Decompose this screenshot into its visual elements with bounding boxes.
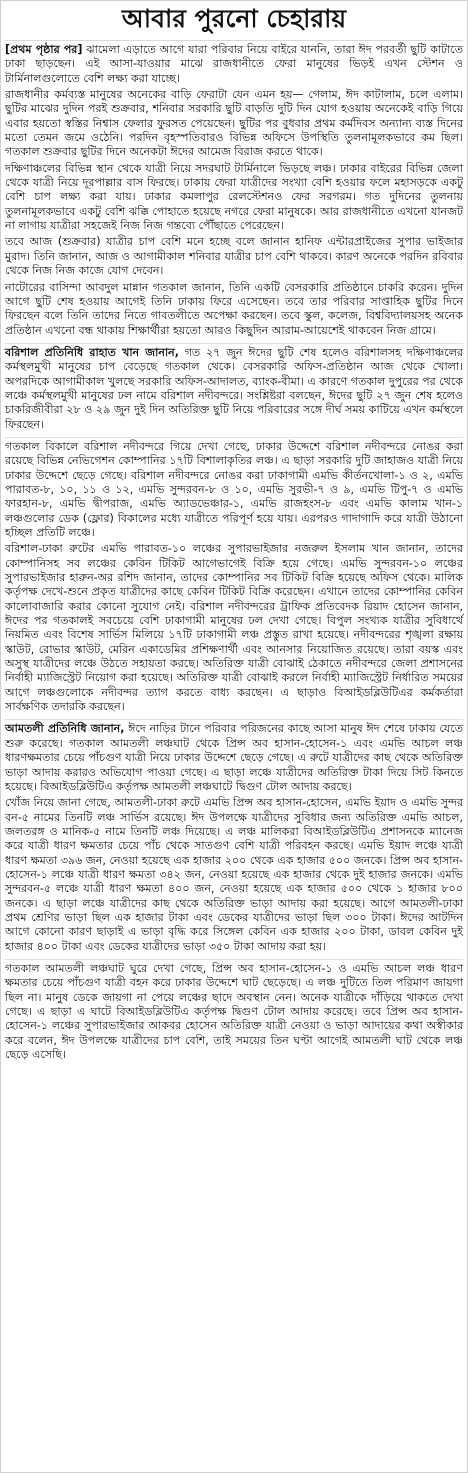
paragraph-text: বরিশাল-ঢাকা রুটের এমভি পারাবত-১০ লঞ্চের সুপারভাইজার নজরুল ইসলাম খান জানান, তাদের কোম্পানিসহ সব লঞ্চের কেবিন টিকিট আগেভাগেই বিক্রি হয়ে গেছে। এমভি সুন্দরবন-১০ লঞ্চের সুপারভাইজার হারুন-অর রশিদ জানান, তাদের কোম্পানির সব টিকিট বিক্রি হয়েছে অফিস থেকে। মালিক কর্তৃপক্ষ দেখে-শুনে প্রকৃত যাত্রীদের কাছে কেবিন টিকিট বিক্রি করেছেন। এখানে তাদের কোম্পানির কেবিন কালোবাজারি করার কোনো সুযোগ নেই। বরিশাল নদীবন্দরের ট্রাফিক প্রতিবেদক রিয়াদ হোসেন জানান, ঈদের পর গতকালই সবচেয়ে বেশি ঢাকাগামী মানুষের ঢল দেখা গেছে। বিপুল সংখ্যক যাত্রীর সুবিধার্থে নিয়মিত এবং বিশেষ সার্ভিস মিলিয়ে ১৭টি ঢাকাগামী লঞ্চ প্রস্তুত রাখা হয়েছে। নদীবন্দরের শৃঙ্খলা রক্ষায় স্কাউট, রোভার স্কাউট, মেরিন একাডেমির প্রশিক্ষণার্থী এবং আনসার নিয়োজিত রয়েছে। তারা বয়স্ক এবং অসুস্থ যাত্রীদের লঞ্চে উঠতে সহায়তা করছে। অতিরিক্ত যাত্রী বোঝাই ঠেকাতে নদীবন্দরে জেলা প্রশাসনের নির্বাহী ম্যাজিস্ট্রেট নিয়োগ করা হয়েছে। অতিরিক্ত যাত্রী বোঝাই করলে নির্বাহী ম্যাজিস্ট্রেট নির্ধারিত সময়ের আগে লঞ্চগুলোকে নদীবন্দর ত্যাগ করতে বাধ্য করছেন। এ ছাড়াও বিআইডব্লিউটিএর কর্মকর্তারা সার্বক্ষণিক তদারকি করছেন। [5, 542, 463, 714]
article-paragraph [5, 88, 463, 160]
article-paragraph [5, 162, 463, 234]
paragraph-text: রাজধানীর কর্মব্যস্ত মানুষের অনেকের বাড়ি ফেরাটা যেন এমন হয়— গেলাম, ঈদ কাটালাম, চলে এলাম। ছুটির মাঝের দুদিন পরই শুক্রবার, শনিবার সরকারি ছুটি বাড়তি দুটি দিন যোগ হওয়ায় অনেকেই বাড়ি গিয়ে এবার হয়তো স্বস্তির নিশ্বাস ফেলার ফুরসত পেয়েছেন। ছুটির পর বুধবার প্রথম কর্মদিবস অন্যান্য ব্যস্ত দিনের মতো তেমন জমে ওঠেনি। পরদিন বৃহস্পতিবারও বিভিন্ন অফিসে উপস্থিতি তুলনামূলকভাবে কম ছিল। গতকাল শুক্রবার ছুটির দিনে অনেকটা ঈদের আমেজ বিরাজ করতে থাকে। [5, 88, 463, 159]
paragraph-text: ঝামেলা এড়াতে আগে যারা পরিবার নিয়ে বাইরে যাননি, তারা ঈদ পরবর্তী ছুটি কাটাতে ঢাকা ছাড়ছেন। এই আসা-যাওয়ার মাঝে রাজধানীতে ফেরা মানুষের ভিড়ই এখন স্টেশন ও টার্মিনালগুলোতে বেশি লক্ষ্য করা যাচ্ছে। [5, 43, 463, 85]
paragraph-text: গতকাল আমতলী লঞ্চঘাট ঘুরে দেখা গেছে, প্রিন্স অব হাসান-হোসেন-১ ও এমভি আচল লঞ্চ ধারণ ক্ষমতার চেয়ে পাঁচগুণ যাত্রী বহন করে ঢাকার উদ্দেশে ঘাট ছেড়েছে। এ লঞ্চ দুটিতে তিল পরিমাণ জায়গা ছিল না। মানুষ ডেকে জায়গা না পেয়ে লঞ্চের ছাদে অবস্থান নেন। অনেক যাত্রীকে দাঁড়িয়ে থাকতে দেখা গেছে। এ ছাড়া এ ঘাটে বিআইডব্লিউটিএ কর্তৃপক্ষ দ্বিগুণ টোল আদায় করেছে। তবে প্রিন্স অব হাসান-হোসেন-১ লঞ্চের সুপারভাইজার আকবর হোসেন অতিরিক্ত যাত্রী নেওয়া ও ভাড়া আদায়ের কথা অস্বীকার করে বলেন, ঈদ উপলক্ষে যাত্রীদের চাপ বেশি, তাই সময়ের তিন ঘণ্টা আগেই আমতলী ঘাট থেকে লঞ্চ ছেড়ে এসেছি। [5, 961, 463, 1062]
continuation-label: [প্রথম পৃষ্ঠার পর] [5, 43, 83, 56]
article-paragraph [5, 281, 463, 338]
article-paragraph [5, 437, 463, 540]
article-paragraph [5, 796, 463, 954]
paragraph-lead-in: বরিশাল প্রতিনিধি রাহাত খান জানান, [5, 345, 179, 359]
paragraph-text: ঈদে নাড়ির টানে পরিবার পরিজনের কাছে আসা মানুষ ঈদ শেষে ঢাকায় যেতে শুরু করেছে। গতকাল আমতলী লঞ্চঘাট থেকে প্রিন্স অব হাসান-হোসেন-১ এবং এমভি আচল লঞ্চ ধারণক্ষমতার চেয়ে পাঁচগুণ যাত্রী নিয়ে ঢাকার উদ্দেশে ছেড়ে গেছে। এ রুটে যাত্রীদের কাছ থেকে অতিরিক্ত ভাড়া আদায় করারও অভিযোগ পাওয়া গেছে। এ ছাড়া লঞ্চে যাত্রীদের অতিরিক্ত টাকা দিয়ে সিট কিনতে হয়েছে। বিআইডব্লিউটিএ কর্তৃপক্ষ আমতলী লঞ্চঘাটে দ্বিগুণ টোল আদায় করছে। [5, 722, 463, 793]
paragraph-text: গত ২৭ জুন ঈদের ছুটি শেষ হলেও বরিশালসহ দক্ষিণাঞ্চলের কর্মস্থলমুখী মানুষের চাপ বেড়েছে গতকাল থেকে। বেসরকারি অফিস-প্রতিষ্ঠান আজ থেকে খোলা। অপরদিকে আগামীকাল খুলছে সরকারি অফিস-আদালত, ব্যাংক-বীমা। এ কারণে গতকাল দুপুরের পর থেকে লঞ্চে কর্মস্থলমুখী মানুষের ঢল নামে বরিশাল নদীবন্দরে। সংশ্লিষ্টরা বলছেন, ঈদের ছুটি ২৭ জুন শেষ হলেও চাকরিজীবীরা ২৮ ও ২৯ জুন দুই দিন অতিরিক্ত ছুটি নিয়ে পরিবারের সঙ্গে দীর্ঘ সময় কাটিয়ে এখন কর্মস্থলে ফিরছেন। [5, 345, 463, 431]
paragraph-text: গতকাল বিকালে বরিশাল নদীবন্দরে গিয়ে দেখা গেছে, ঢাকার উদ্দেশে বরিশাল নদীবন্দরে নোঙর করা রয়েছে বিভিন্ন নেভিগেশন কোম্পানির ১৭টি বিশালাকৃতির লঞ্চ। এ ছাড়া সরকারি দুটি জাহাজও যাত্রী নিয়ে ঢাকার উদ্দেশে ছেড়ে গেছে। বরিশাল নদীবন্দরে নোঙর করা ঢাকাগামী এমভি কীর্তনখোলা-১ ও ২, এমভি পারাবত-৮, ১০, ১১ ও ১২, এমভি সুন্দরবন-৮ ও ১০, এমভি সুরভী-৭ ও ৯, এমভি টিপু-৭ ও এমভি ফারহান-৮, এমভি দ্বীপরাজ, এমভি অ্যাডভেঞ্চার-১, এমভি রাজহংস-৮ এবং এমভি কালাম খান-১ লঞ্চগুলোর ডেক (ফ্লোর) বিকালের মধ্যে যাত্রীতে পরিপূর্ণ হয়ে যায়। এরপরও গাদাগাদি করে যাত্রী উঠানো হচ্ছিল প্রতিটি লঞ্চে। [5, 439, 463, 539]
article-headline: আবার পুরনো চেহারায় [5, 1, 463, 41]
paragraph-text: নাটোরের বাসিন্দা আবদুল মান্নান গতকাল জানান, তিনি একটি বেসরকারি প্রতিষ্ঠানে চাকরি করেন। দুদিন আগে ছুটি শেষ হওয়ায় আগেই তিনি ঢাকায় ফিরে এসেছেন। তবে তার পরিবার সাপ্তাহিক ছুটির দিনে ফিরছেন বলে তিনি তাদের নিতে গাবতলীতে অপেক্ষা করছেন। তবে স্কুল, কলেজ, বিশ্ববিদ্যালয়সহ অনেক প্রতিষ্ঠান এখনো বন্ধ থাকায় শিক্ষার্থীরা হয়তো আরও কিছুদিন আরাম-আয়েশেই থাকবেন নিজ গ্রামে। [5, 280, 463, 337]
article-body [5, 43, 463, 1062]
article-paragraph [5, 959, 463, 1062]
article-paragraph [5, 719, 463, 794]
paragraph-text: খোঁজ নিয়ে জানা গেছে, আমতলী-ঢাকা রুটে এমভি প্রিন্স অব হাসান-হোসেন, এমভি ইয়াদ ও এমভি সুন্দর বন-৫ নামের তিনটি লঞ্চ সার্ভিস রয়েছে। ঈদ উপলক্ষে যাত্রীদের সুবিধার জন্য অতিরিক্ত এমভি আচল, জলতরঙ্গ ও মানিক-৫ নামে তিনটি লঞ্চ দিয়েছে। এ লঞ্চ মালিকরা বিআইডব্লিউটিএ প্রশাসনকে ম্যানেজ করে যাত্রী ধারণ ক্ষমতার চেয়ে পাঁচ থেকে সাতগুণ বেশি যাত্রী পরিবহন করছে। এমভি ইয়াদ লঞ্চে যাত্রী ধারণ ক্ষমতা ৩৯৬ জন, নেওয়া হয়েছে এক হাজার ২০০ থেকে এক হাজার ৫০০ জনকে। প্রিন্স অব হাসান-হোসেন-১ লঞ্চে যাত্রী ধারণ ক্ষমতা ৩৪২ জন, নেওয়া হয়েছে এক হাজার থেকে দুই হাজার জনকে। এমভি সুন্দরবন-৫ লঞ্চে যাত্রী ধারণ ক্ষমতা ৪০০ জন, নেওয়া হয়েছে এক হাজার ৫০০ থেকে ১ হাজার ৮০০ জনকে। এ ছাড়া লঞ্চে যাত্রীদের কাছ থেকে অতিরিক্ত ভাড়া আদায় করা হয়েছে। আগে আমতলী-ঢাকা প্রথম শ্রেণির ভাড়া ছিল এক হাজার টাকা এবং ডেকের যাত্রীদের ভাড়া ছিল ৩০০ টাকা। ঈদের আটদিন আগে কোনো কারণ ছাড়াই এ ভাড়া বৃদ্ধি করে সিঙ্গেল কেবিন এক হাজার ২০০ টাকা, ডাবল কেবিন দুই হাজার ৪০০ টাকা এবং ডেকের যাত্রীদের ভাড়া ৩৫০ টাকা আদায় করা হয়। [5, 796, 463, 953]
paragraph-lead-in: আমতলী প্রতিনিধি জানান, [5, 722, 125, 736]
paragraph-text: দক্ষিণাঞ্চলের বিভিন্ন স্থান থেকে যাত্রী নিয়ে সদরঘাট টার্মিনালে ভিড়ছে লঞ্চ। ঢাকার বাইরের বিভিন্ন জেলা থেকে যাত্রী নিয়ে দূরপাল্লার বাস ফিরছে। ঢাকায় ফেরা যাত্রীদের সংখ্যা বেশি হওয়ার ফলে মহাসড়কে একটু বেশি চাপ লক্ষ্য করা যায়। ঢাকার কমলাপুর রেলস্টেশনও ফের সরগরম। গত দুদিনের তুলনায় তুলনামূলকভাবে একটু বেশি ঝক্কি পোহাতে হয়েছে নগরে ফেরা মানুষকে। আর রাজধানীতে এখনো যানজট না লাগায় যাত্রীরা সহজেই নিজ নিজ গন্তব্যে পৌঁছাতে পেরেছেন। [5, 161, 463, 233]
article-paragraph [5, 542, 463, 714]
article-paragraph [5, 43, 463, 86]
article-paragraph [5, 343, 463, 432]
article-paragraph [5, 235, 463, 278]
paragraph-text: তবে আজ (শুক্রবার) যাত্রীর চাপ বেশি মনে হচ্ছে বলে জানান হানিফ এন্টারপ্রাইজের সুপার ভাইজার মুরাদ। তিনি জানান, আজ ও আগামীকাল শনিবার যাত্রীর চাপ বেশি থাকবে। কারণ অনেকে পরদিন রবিবার থেকে নিজ নিজ কাজে যোগ দেবেন। [5, 235, 463, 278]
